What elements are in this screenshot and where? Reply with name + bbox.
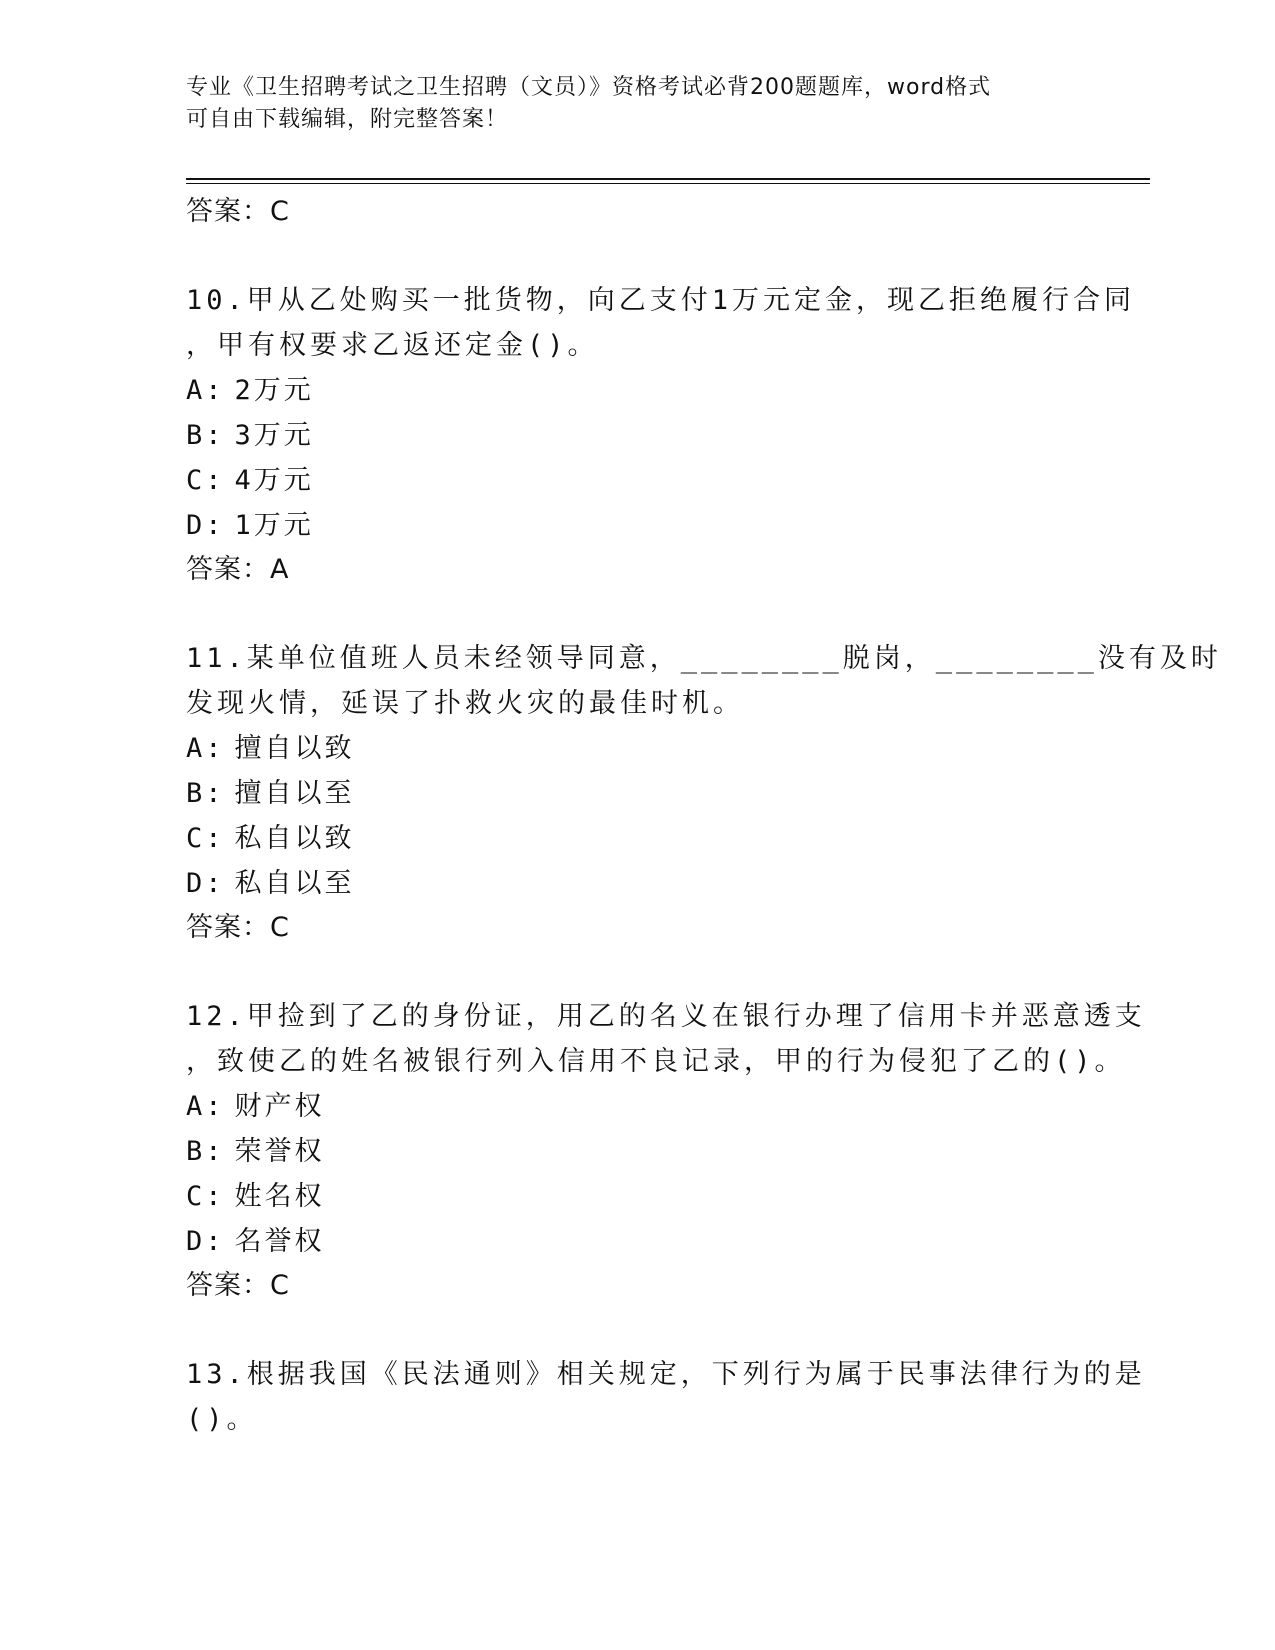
option-b (186, 413, 1086, 458)
question-13 (186, 1352, 1146, 1442)
question-12 (186, 994, 1146, 1308)
question-answer (186, 548, 1086, 592)
option-key: C: (186, 1181, 225, 1212)
option-text: 2万元 (234, 375, 314, 406)
option-text: 私自以至 (234, 868, 355, 899)
option-c (186, 458, 1086, 503)
option-text: 名誉权 (234, 1226, 325, 1257)
option-key: C: (186, 823, 225, 854)
option-d (186, 1219, 1086, 1264)
question-text-line: 13.根据我国《民法通则》相关规定，下列行为属于民事法律行为的是 (186, 1359, 1146, 1390)
option-key: B: (186, 778, 225, 809)
answer-label: 答案： (186, 196, 270, 227)
option-text: 姓名权 (234, 1181, 325, 1212)
option-a (186, 726, 1086, 771)
answer-value: C (270, 196, 290, 227)
question-text-line: ，甲有权要求乙返还定金()。 (186, 330, 599, 361)
question-11 (186, 636, 1222, 950)
question-answer (186, 1264, 1086, 1308)
header-divider-thin (186, 183, 1150, 184)
question-text-line: ，致使乙的姓名被银行列入信用不良记录，甲的行为侵犯了乙的()。 (186, 1046, 1126, 1077)
option-key: A: (186, 733, 225, 764)
option-text: 4万元 (234, 465, 314, 496)
option-text: 擅自以致 (234, 733, 355, 764)
option-b (186, 1129, 1086, 1174)
answer-label: 答案： (186, 912, 270, 943)
option-d (186, 503, 1086, 548)
question-text-line: 12.甲捡到了乙的身份证，用乙的名义在银行办理了信用卡并恶意透支 (186, 1001, 1146, 1032)
option-key: A: (186, 375, 225, 406)
option-a (186, 368, 1086, 413)
option-text: 财产权 (234, 1091, 325, 1122)
question-text-line: ()。 (186, 1404, 258, 1435)
question-text-line: 11.某单位值班人员未经领导同意，________脱岗，________没有及时 (186, 643, 1222, 674)
option-key: D: (186, 1226, 225, 1257)
option-key: D: (186, 868, 225, 899)
header-title-line-2: 可自由下载编辑，附完整答案！ (186, 107, 509, 132)
option-c (186, 816, 1086, 861)
option-key: D: (186, 510, 225, 541)
page-header (186, 72, 1066, 136)
header-title-line-1: 专业《卫生招聘考试之卫生招聘（文员）》资格考试必背200题题库，word格式 (186, 75, 992, 100)
question-list (186, 190, 1222, 1442)
answer-label: 答案： (186, 554, 270, 585)
answer-label: 答案： (186, 1270, 270, 1301)
option-key: A: (186, 1091, 225, 1122)
option-a (186, 1084, 1086, 1129)
question-text-line: 10.甲从乙处购买一批货物，向乙支付1万元定金，现乙拒绝履行合同 (186, 285, 1136, 316)
option-text: 私自以致 (234, 823, 355, 854)
option-b (186, 771, 1086, 816)
option-text: 擅自以至 (234, 778, 355, 809)
option-text: 3万元 (234, 420, 314, 451)
option-key: C: (186, 465, 225, 496)
answer-value: C (270, 912, 290, 943)
option-c (186, 1174, 1086, 1219)
answer-value: C (270, 1270, 290, 1301)
question-text-line: 发现火情，延误了扑救火灾的最佳时机。 (186, 688, 744, 719)
option-key: B: (186, 420, 225, 451)
header-divider-thick (186, 178, 1150, 180)
option-d (186, 861, 1086, 906)
option-text: 荣誉权 (234, 1136, 325, 1167)
option-text: 1万元 (234, 510, 314, 541)
answer-value: A (270, 554, 290, 585)
previous-answer (186, 190, 1086, 234)
question-10 (186, 278, 1136, 592)
question-answer (186, 906, 1086, 950)
option-key: B: (186, 1136, 225, 1167)
